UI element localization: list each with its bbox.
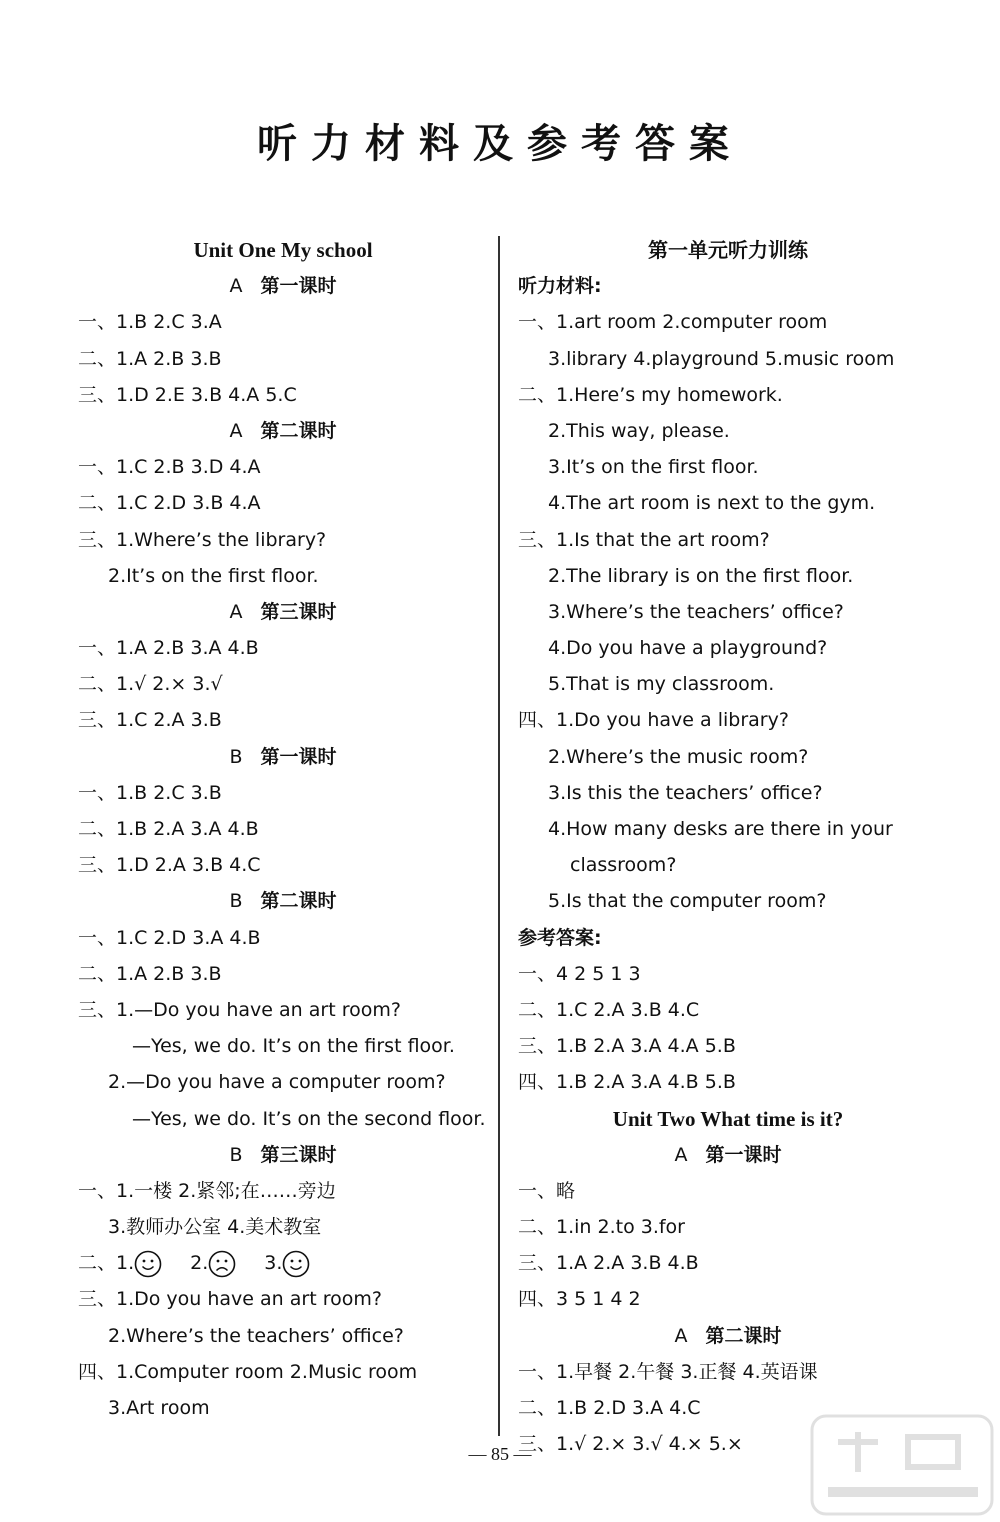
listening-line: 2.The library is on the first floor.: [548, 564, 854, 587]
unit-two-heading: Unit Two What time is it?: [612, 1106, 844, 1131]
listening-line: 4.The art room is next to the gym.: [548, 492, 876, 515]
section-heading: A 第二课时: [674, 1324, 782, 1347]
answer-line: 三、1.—Do you have an art room?: [78, 998, 401, 1021]
section-heading: A 第三课时: [229, 600, 337, 623]
listening-line: 3.Is this the teachers’ office?: [548, 781, 823, 804]
page-title: 听力材料及参考答案: [257, 120, 743, 167]
listening-line: 3.library 4.playground 5.music room: [548, 347, 895, 370]
answer-line: 3.教师办公室 4.美术教室: [108, 1216, 322, 1239]
left-column: [78, 232, 488, 1426]
listening-line: 5.Is that the computer room?: [548, 890, 827, 913]
answer-line: 三、1.B 2.A 3.A 4.A 5.B: [518, 1035, 736, 1058]
answer-line: 二、1.A 2.B 3.B: [78, 962, 222, 985]
answer-line: 2.—Do you have a computer room?: [108, 1071, 446, 1094]
section-heading: B 第二课时: [229, 890, 337, 913]
answer-line: 二、1.√ 2.× 3.√: [78, 673, 223, 696]
listening-line: 5.That is my classroom.: [548, 673, 775, 696]
answer-line: 三、1.Where’s the library?: [78, 528, 327, 551]
answer-line: 2.It’s on the first floor.: [108, 564, 319, 587]
section-heading: A 第一课时: [229, 275, 337, 298]
column-divider: [498, 236, 500, 1436]
smiley-answer-line: 二、1. 2. 3.: [78, 1245, 488, 1281]
listening-line: 3.It’s on the first floor.: [548, 456, 759, 479]
section-heading: A 第一课时: [674, 1143, 782, 1166]
watermark-logo: [808, 1412, 996, 1518]
listening-line: 4.How many desks are there in your: [548, 818, 893, 840]
smiley-icon: [134, 1250, 162, 1278]
listening-line: 二、1.Here’s my homework.: [518, 383, 783, 406]
answer-line: —Yes, we do. It’s on the first floor.: [132, 1035, 455, 1058]
answer-line: 二、1.in 2.to 3.for: [518, 1216, 685, 1239]
listening-line: 3.Where’s the teachers’ office?: [548, 600, 844, 623]
answer-line: 一、1.B 2.C 3.B: [78, 781, 222, 804]
sad-face-icon: [208, 1250, 236, 1278]
answer-line: 一、1.B 2.C 3.A: [78, 311, 222, 334]
answer-line: 三、1.D 2.E 3.B 4.A 5.C: [78, 383, 297, 406]
listening-line: 一、1.art room 2.computer room: [518, 311, 828, 334]
right-column: [518, 232, 938, 1462]
answer-line: 三、1.D 2.A 3.B 4.C: [78, 854, 261, 877]
answer-line: 二、1.C 2.A 3.B 4.C: [518, 998, 700, 1021]
answer-line: 一、1.C 2.D 3.A 4.B: [78, 926, 261, 949]
unit-one-listening-heading: 第一单元听力训练: [648, 238, 808, 262]
listening-line: classroom?: [570, 854, 677, 877]
listening-line: 2.Where’s the music room?: [548, 745, 809, 768]
page-number: — 85 —: [468, 1444, 532, 1464]
listening-material-label: 听力材料:: [518, 275, 602, 298]
answer-line: 一、略: [518, 1179, 576, 1202]
answer-line: 三、1.C 2.A 3.B: [78, 709, 222, 732]
section-heading: B 第三课时: [229, 1143, 337, 1166]
listening-line: 2.This way, please.: [548, 419, 730, 442]
answer-line: 3.Art room: [108, 1397, 210, 1419]
answer-line: 一、1.C 2.B 3.D 4.A: [78, 456, 261, 479]
answer-line: 一、1.一楼 2.紧邻;在……旁边: [78, 1179, 336, 1202]
listening-line: 三、1.Is that the art room?: [518, 528, 770, 551]
answer-line: 四、1.B 2.A 3.A 4.B 5.B: [518, 1071, 736, 1094]
listening-line: 四、1.Do you have a library?: [518, 709, 789, 732]
section-heading: A 第二课时: [229, 419, 337, 442]
answer-line: 一、1.早餐 2.午餐 3.正餐 4.英语课: [518, 1360, 818, 1383]
answer-line: 二、1.A 2.B 3.B: [78, 347, 222, 370]
answer-line: 四、1.Computer room 2.Music room: [78, 1360, 418, 1383]
answer-line: 四、3 5 1 4 2: [518, 1288, 641, 1311]
answer-line: 二、1.B 2.D 3.A 4.C: [518, 1397, 701, 1419]
listening-line: 4.Do you have a playground?: [548, 637, 828, 660]
unit-one-heading: Unit One My school: [193, 238, 373, 262]
smiley-icon: [282, 1250, 310, 1278]
answer-line: 一、1.A 2.B 3.A 4.B: [78, 637, 259, 660]
answer-line: 三、1.A 2.A 3.B 4.B: [518, 1252, 699, 1275]
answer-key-label: 参考答案:: [518, 926, 602, 949]
answer-line: 二、1.C 2.D 3.B 4.A: [78, 492, 261, 515]
answer-line: —Yes, we do. It’s on the second floor.: [132, 1107, 486, 1130]
answer-line: 2.Where’s the teachers’ office?: [108, 1324, 404, 1347]
answer-line: 三、1.√ 2.× 3.√ 4.× 5.×: [518, 1433, 743, 1456]
answer-line: 二、1.B 2.A 3.A 4.B: [78, 818, 259, 840]
answer-line: 三、1.Do you have an art room?: [78, 1288, 382, 1311]
section-heading: B 第一课时: [229, 745, 337, 768]
answer-line: 一、4 2 5 1 3: [518, 962, 641, 985]
